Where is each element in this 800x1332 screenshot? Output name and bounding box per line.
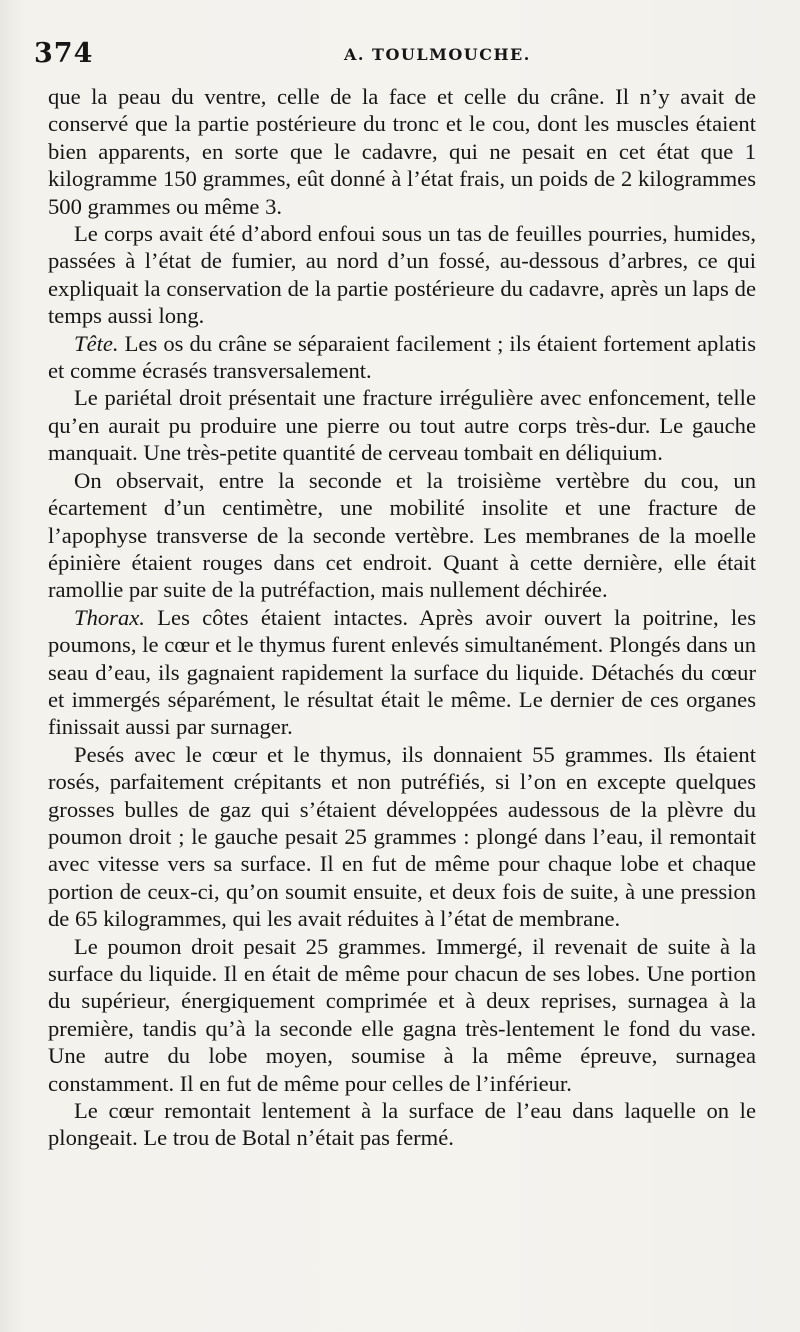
running-head: A. TOULMOUCHE. (344, 45, 531, 64)
paragraph (48, 467, 756, 604)
page-number: 374 (34, 38, 94, 69)
section-label-tete: Tête. (74, 330, 119, 356)
paragraph-text: On observait, entre la seconde et la troisième vertèbre du cou, un écartement d’un centimètre, une mobilité insolite et une fracture de l’apophyse transverse de la seconde vertèbre. Les membranes de la moelle épinière étaient rouges dans cet endroit. Quant à cette dernière, elle était ramollie par suite de la putréfaction, mais nullement déchirée. (48, 467, 756, 603)
paragraph-text: Pesés avec le cœur et le thymus, ils donnaient 55 grammes. Ils étaient rosés, parfaitement crépitants et non putréfiés, si l’on en excepte quelques grosses bulles de gaz qui s’étaient développées audessous de la plèvre du poumon droit ; le gauche pesait 25 grammes : plongé dans l’eau, il remontait avec vitesse vers sa surface. Il en fut de même pour chaque lobe et chaque portion de ceux-ci, qu’on soumit ensuite, et deux fois de suite, à une pression de 65 kilogrammes, qui les avait réduites à l’état de membrane. (48, 741, 756, 932)
paragraph-text: Le pariétal droit présentait une fracture irrégulière avec enfoncement, telle qu’en aurait pu produire une pierre ou tout autre corps très-dur. Le gauche manquait. Une très-petite quantité de cerveau tombait en déliquium. (48, 385, 756, 466)
paragraph-text: Les côtes étaient intactes. Après avoir ouvert la poitrine, les poumons, le cœur et le thymus furent enlevés simultanément. Plongés dans un seau d’eau, ils gagnaient rapidement la surface du liquide. Détachés du cœur et immergés séparément, le résultat était le même. Le dernier de ces organes finissait aussi par surnager. (48, 604, 756, 740)
paragraph (48, 741, 756, 933)
paragraph (48, 384, 756, 466)
paragraph (48, 330, 756, 385)
paragraph (48, 1097, 756, 1152)
paragraph (48, 220, 756, 330)
paragraph-text: Le corps avait été d’abord enfoui sous un tas de feuilles pourries, humides, passées à l’état de fumier, au nord d’un fossé, au-dessous d’arbres, ce qui expliquait la conservation de la partie postérieure du cadavre, après un laps de temps aussi long. (48, 221, 756, 329)
paragraph (48, 83, 756, 220)
paragraph-text: que la peau du ventre, celle de la face et celle du crâne. Il n’y avait de conservé que la partie postérieure du tronc et le cou, dont les muscles étaient bien apparents, en sorte que le cadavre, qui ne pesait en cet état que 1 kilogramme 150 grammes, eût donné à l’état frais, un poids de 2 kilogrammes 500 grammes ou même 3. (48, 84, 756, 219)
paragraph-text: Les os du crâne se séparaient facilement ; ils étaient fortement aplatis et comme écrasés transversalement. (48, 330, 756, 384)
paragraph-text: Le poumon droit pesait 25 grammes. Immergé, il revenait de suite à la surface du liquide. Il en était de même pour chacun de ses lobes. Une portion du supérieur, énergiquement comprimée et à deux reprises, surnagea à la première, tandis qu’à la seconde elle gagna très-lentement le fond du vase. Une autre du lobe moyen, soumise à la même épreuve, surnagea constamment. Il en fut de même pour celles de l’inférieur. (48, 933, 756, 1096)
page-header (34, 38, 760, 70)
section-label-thorax: Thorax. (74, 604, 145, 630)
body-text (48, 83, 756, 1152)
paragraph (48, 604, 756, 741)
paragraph-text: Le cœur remontait lentement à la surface de l’eau dans laquelle on le plongeait. Le trou de Botal n’était pas fermé. (48, 1098, 756, 1151)
paragraph (48, 933, 756, 1097)
